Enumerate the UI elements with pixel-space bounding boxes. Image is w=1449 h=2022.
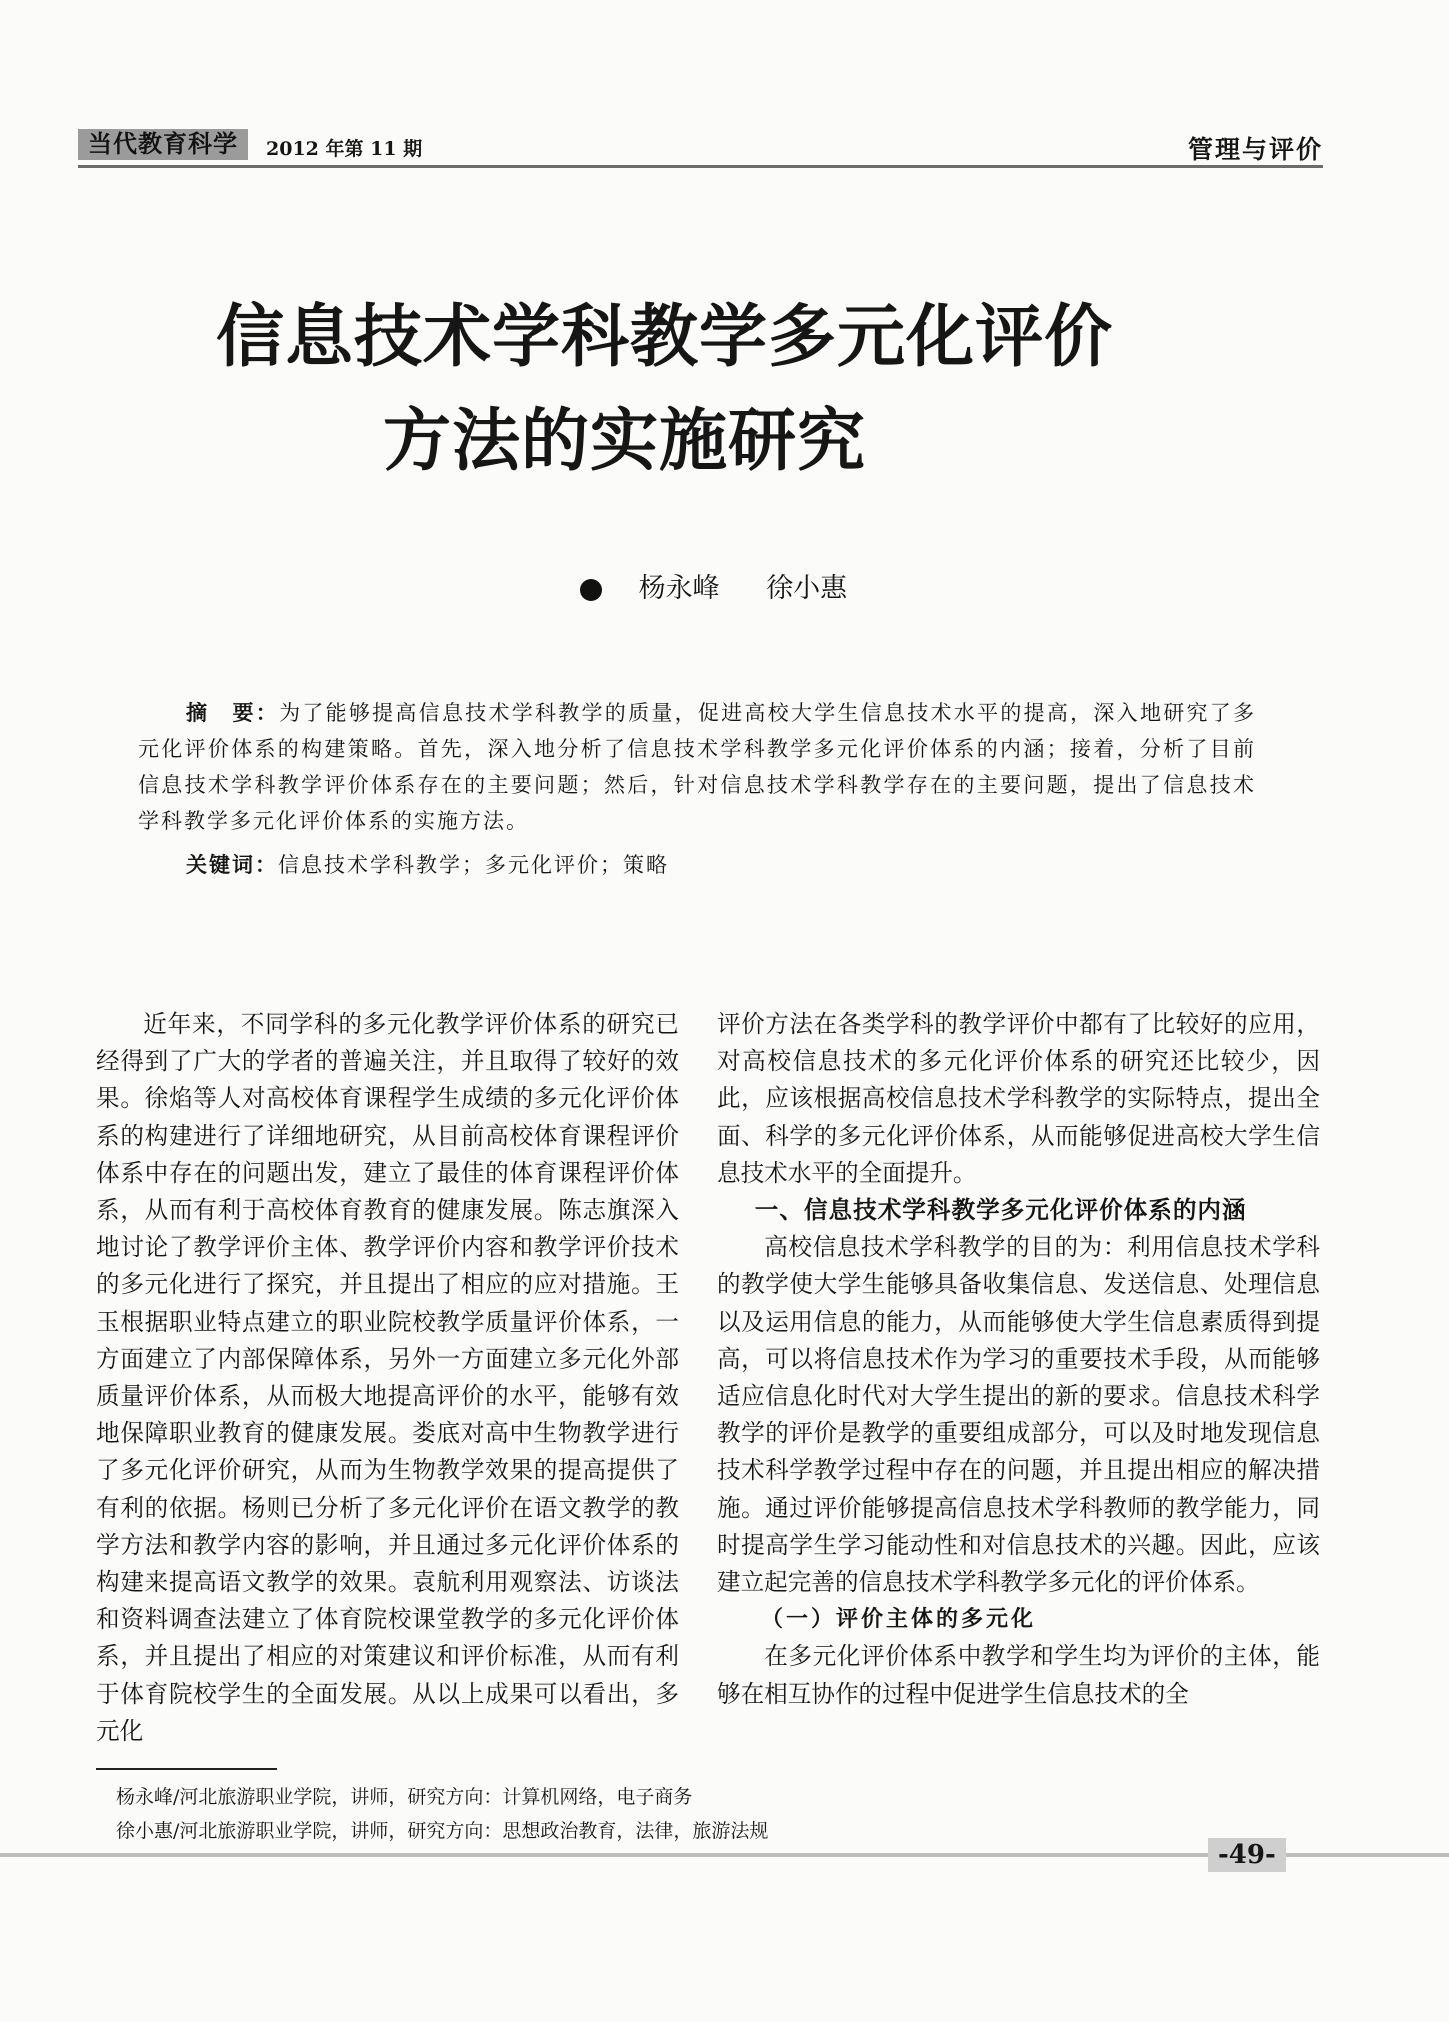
author-list xyxy=(580,566,885,605)
author-1: 杨永峰 xyxy=(638,573,720,604)
body-column-left xyxy=(96,1006,679,1750)
running-header xyxy=(78,126,1323,162)
keywords-label: 关键词： xyxy=(186,853,278,877)
author-footnotes xyxy=(116,1780,768,1848)
subsection-heading-1: （一）评价主体的多元化 xyxy=(761,1606,1037,1633)
keywords xyxy=(186,849,669,879)
abstract-text: 为了能够提高信息技术学科教学的质量，促进高校大学生信息技术水平的提高，深入地研究了多元化评价体系的构建策略。首先，深入地分析了信息技术学科教学多元化评价体系的内涵；接着，分析了目前信息技术学科教学评价体系存在的主要问题；然后，针对信息技术学科教学存在的主要问题，提出了信息技术学科教学多元化评价体系的实施方法。 xyxy=(138,701,1257,833)
section-heading-1: 一、信息技术学科教学多元化评价体系的内涵 xyxy=(754,1196,1247,1225)
bullet-icon xyxy=(580,579,602,601)
journal-name: 当代教育科学 xyxy=(78,129,248,160)
footnote-author-1: 杨永峰/河北旅游职业学院，讲师，研究方向：计算机网络，电子商务 xyxy=(116,1786,693,1808)
article-title xyxy=(0,286,1449,494)
section-name: 管理与评价 xyxy=(1187,135,1323,164)
intro-paragraph-continued: 评价方法在各类学科的教学评价中都有了比较好的应用，对高校信息技术的多元化评价体系的研究还比较少，因此，应该根据高校信息技术学科教学的实际特点，提出全面、科学的多元化评价体系，从而能够促进高校大学生信息技术水平的全面提升。 xyxy=(717,1010,1320,1187)
abstract xyxy=(138,695,1256,839)
author-2: 徐小惠 xyxy=(766,573,848,604)
issue-info: 2012 年第 11 期 xyxy=(266,138,423,160)
keywords-text: 信息技术学科教学；多元化评价；策略 xyxy=(278,853,669,877)
subsection-1-paragraph: 在多元化评价体系中教学和学生均为评价的主体，能够在相互协作的过程中促进学生信息技术的全 xyxy=(717,1642,1320,1708)
footnote-rule xyxy=(96,1768,277,1770)
intro-paragraph: 近年来，不同学科的多元化教学评价体系的研究已经得到了广大的学者的普遍关注，并且取得了较好的效果。徐焰等人对高校体育课程学生成绩的多元化评价体系的构建进行了详细地研究，从目前高校体育课程评价体系中存在的问题出发，建立了最佳的体育课程评价体系，从而有利于高校体育教育的健康发展。陈志旗深入地讨论了教学评价主体、教学评价内容和教学评价技术的多元化进行了探究，并且提出了相应的应对措施。王玉根据职业特点建立的职业院校教学质量评价体系，一方面建立了内部保障体系，另外一方面建立多元化外部质量评价体系，从而极大地提高评价的水平，能够有效地保障职业教育的健康发展。娄底对高中生物教学进行了多元化评价研究，从而为生物教学效果的提高提供了有利的依据。杨则已分析了多元化评价在语文教学的教学方法和教学内容的影响，并且通过多元化评价体系的构建来提高语文教学的效果。袁航利用观察法、访谈法和资料调查法建立了体育院校课堂教学的多元化评价体系，并且提出了相应的对策建议和评价标准，从而有利于体育院校学生的全面发展。从以上成果可以看出，多元化 xyxy=(96,1010,679,1745)
title-line-2: 方法的实施研究 xyxy=(382,402,866,481)
title-line-1: 信息技术学科教学多元化评价 xyxy=(215,298,1113,377)
body-column-right xyxy=(717,1006,1320,1713)
header-rule xyxy=(78,165,1323,168)
abstract-label: 摘 要： xyxy=(186,701,280,725)
page-number: -49- xyxy=(1208,1838,1286,1872)
section-1-paragraph: 高校信息技术学科教学的目的为：利用信息技术学科的教学使大学生能够具备收集信息、发送信息、处理信息以及运用信息的能力，从而能够使大学生信息素质得到提高，可以将信息技术作为学习的重要技术手段，从而能够适应信息化时代对大学生提出的新的要求。信息技术科学教学的评价是教学的重要组成部分，可以及时地发现信息技术科学教学过程中存在的问题，并且提出相应的解决措施。通过评价能够提高信息技术学科教师的教学能力，同时提高学生学习能动性和对信息技术的兴趣。因此，应该建立起完善的信息技术学科教学多元化的评价体系。 xyxy=(717,1233,1320,1597)
footnote-author-2: 徐小惠/河北旅游职业学院，讲师，研究方向：思想政治教育，法律，旅游法规 xyxy=(116,1820,769,1842)
